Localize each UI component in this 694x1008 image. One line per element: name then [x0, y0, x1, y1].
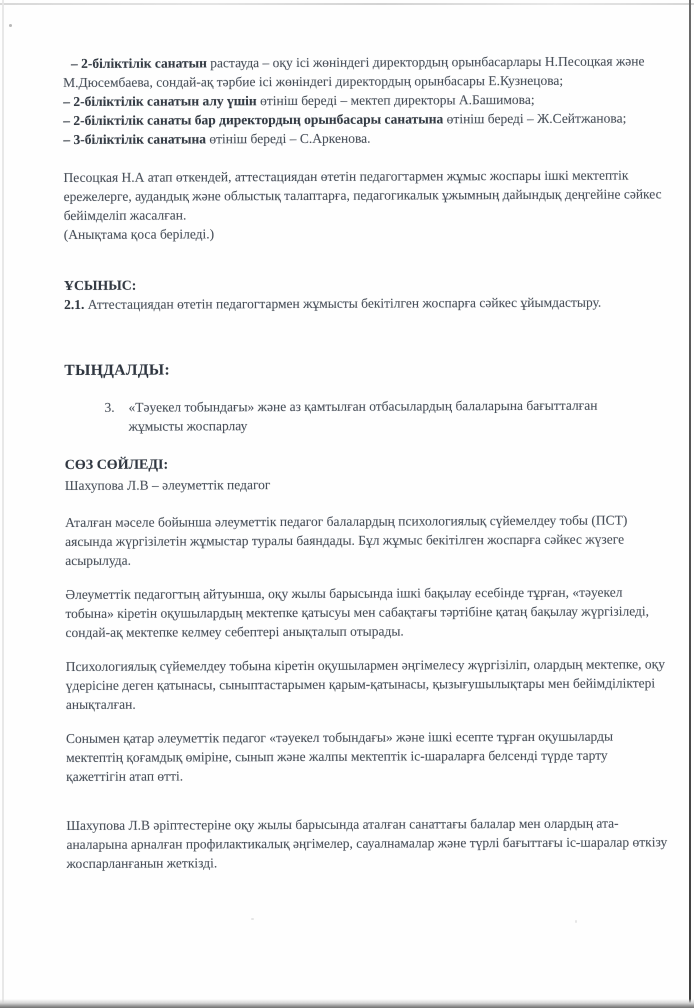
qualification-item-bold: – 2-біліктілік санаты бар директордың орынбасары санатына: [63, 111, 444, 128]
qualification-item: [63, 89, 666, 111]
qualification-item: [63, 108, 666, 130]
body-paragraph: Психологиялық сүйемелдеу тобына кіретін оқушылармен әңгімелесу жүргізіліп, олардың мектепке, оқу үдерісіне деген қатынасы, сыныптастарымен қарым-қатынасы, қызығушылықтары мен бейімділіктері анықталған.: [65, 656, 665, 712]
agenda-item-number: 3.: [104, 399, 115, 415]
speech-heading: СӨЗ СӨЙЛЕДІ:: [64, 457, 169, 473]
body-paragraph: Әлеуметтік педагогтың айтуынша, оқу жылы барысында ішкі бақылау есебінде тұрған, «тәуекел тобына» кіретін оқушылардың мектепке қатысуы мен сабақтағы тәртібіне қатаң бақылау жүргізіледі, сондай-ақ мектепке келмеу себептері анықталып отырады.: [65, 584, 650, 640]
paragraph-pesotskaya: Песоцкая Н.А атап өткендей, аттестациядан өтетін педагогтармен жұмыс жоспары ішкі мектептік ережелерге, аудандық және облыстық талаптарға, педагогикалык ұжымның дайындық деңгейіне сәйкес бейімделіп жасалған.: [63, 167, 662, 223]
scan-speck: [251, 918, 254, 920]
qualification-item: [63, 51, 666, 92]
qualification-item-rest: өтініш береді – Ж.Сейтжанова;: [443, 110, 627, 127]
qualification-item-rest: өтініш береді – С.Аркенова.: [205, 130, 371, 147]
scan-edge-bottom: [0, 999, 694, 1008]
qualification-item-bold: – 2-біліктілік санатын: [71, 55, 207, 71]
body-paragraph: Шахупова Л.В әріптестеріне оқу жылы барысында аталған санаттағы балалар мен олардың ата-аналарына арналған профилактикалық әңгімелер, сауалнамалар және түрлі бағыттағы іс-шаралар өткізу жоспарланғанын жеткізді.: [66, 815, 668, 871]
body-paragraph: Сонымен қатар әлеуметтік педагог «тәуекел тобындағы» және ішкі есепте тұрған оқушыларды мектептің қоғамдық өміріне, сынып және жалпы мектептік іс-шараларға белсенді түрде тарту қажеттігін атап өтті.: [65, 728, 614, 784]
proposal-item-text: Аттестациядан өтетін педагогтармен жұмысты бекітілген жоспарға сәйкес ұйымдастыру.: [84, 294, 602, 312]
agenda-item: [105, 395, 645, 435]
qualification-item-bold: – 2-біліктілік санатын алу үшін: [63, 93, 257, 109]
speaker-line: Шахупова Л.В – әлеуметтік педагог: [64, 477, 271, 493]
scan-speck: [9, 24, 12, 27]
scan-edge-right: [689, 0, 691, 1008]
heard-heading: ТЫҢДАЛДЫ:: [64, 361, 171, 379]
scan-edge-left: [2, 0, 4, 1008]
scan-speck: [575, 920, 577, 923]
qualification-item-rest: өтініш береді – мектеп директоры А.Башимова;: [256, 91, 535, 109]
proposal-heading: ҰСЫНЫС:: [63, 277, 137, 293]
agenda-item-text: «Тәуекел тобындағы» және аз қамтылған отбасылардың балаларына бағытталған жұмысты жоспарлау: [128, 397, 598, 434]
body-paragraph: Аталған мәселе бойынша әлеуметтік педагог балалардың психологиялық сүйемелдеу тобы (ПСТ) аясында жүргізілетін жұмыстар туралы баяндады. Бұл жұмыс бекітілген жоспарға сәйкес жүзеге асырылуда.: [65, 512, 628, 568]
qualification-item: [63, 127, 666, 149]
proposal-item: [64, 292, 667, 314]
scan-edge-top: [0, 3, 694, 5]
qualification-item-rest: растауда – оқу ісі жөніндегі директордың орынбасарлары Н.Песоцкая және М.Дюсембаева, сондай-ақ тәрбие ісі жөніндегі директордың орынбасары Е.Кузнецова;: [63, 53, 645, 90]
proposal-item-number: 2.1.: [64, 296, 85, 312]
qualification-item-bold: – 3-біліктілік санатына: [63, 131, 207, 147]
paragraph-note: (Анықтама қоса беріледі.): [63, 226, 215, 242]
document-content: [63, 51, 670, 873]
